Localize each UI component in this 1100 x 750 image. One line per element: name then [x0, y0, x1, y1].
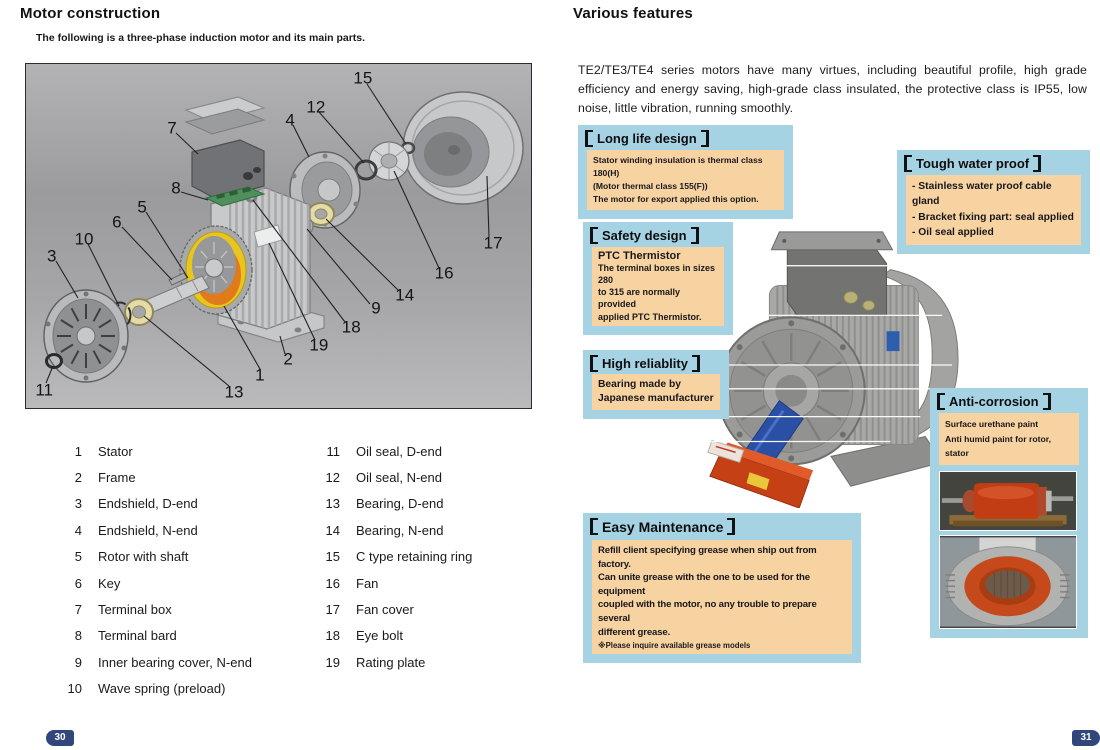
part-name: Rotor with shaft	[98, 549, 189, 565]
diagram-callout-number: 11	[35, 380, 53, 400]
exploded-diagram-panel	[25, 63, 532, 409]
page-number-badge-right: 31	[1072, 730, 1100, 746]
diagram-callout-number: 2	[283, 349, 293, 369]
feature-body	[906, 175, 1081, 245]
diagram-callout-number: 13	[224, 382, 244, 402]
parts-list-row	[58, 517, 252, 543]
page-title-various-features: Various features	[573, 5, 693, 22]
feature-title	[578, 125, 793, 150]
diagram-callout-number: 16	[434, 263, 454, 283]
diagram-callout-number: 9	[371, 298, 381, 318]
feature-box-high-reliability	[583, 350, 729, 419]
part-number: 18	[325, 628, 340, 644]
feature-title-text: Safety design	[602, 228, 687, 243]
part-name: Oil seal, N-end	[356, 470, 442, 486]
left-bracket-icon	[904, 155, 912, 172]
exploded-motor-illustration	[26, 64, 531, 408]
feature-body	[592, 540, 852, 654]
diagram-callout-number: 19	[309, 335, 329, 355]
diagram-callout-number: 15	[353, 68, 373, 88]
part-number: 13	[325, 496, 340, 512]
part-name: Eye bolt	[356, 628, 403, 644]
part-name: Frame	[98, 470, 136, 486]
feature-title	[897, 150, 1090, 175]
part-number: 17	[325, 602, 340, 618]
parts-list-row	[58, 464, 252, 490]
diagram-callout-number: 14	[395, 285, 415, 305]
part-name: C type retaining ring	[356, 549, 473, 565]
page-subtitle: The following is a three-phase induction motor and its main parts.	[36, 32, 366, 44]
parts-list-row	[316, 570, 472, 596]
right-bracket-icon	[1033, 155, 1041, 172]
part-name: Bearing, D-end	[356, 496, 444, 512]
feature-title	[583, 350, 729, 374]
diagram-callout-number: 3	[47, 246, 57, 266]
feature-subtitle: PTC Thermistor	[598, 250, 681, 262]
feature-text-line: - Oil seal applied	[912, 227, 994, 239]
part-name: Fan	[356, 575, 379, 591]
part-number: 7	[74, 602, 82, 618]
feature-text-line: Japanese manufacturer	[598, 392, 714, 404]
parts-list-row	[316, 438, 472, 464]
feature-text-line: Refill client specifying grease when ship out from factory.	[598, 545, 817, 570]
parts-list-column-1	[58, 438, 252, 702]
part-name: Terminal bard	[98, 628, 177, 644]
part-number: 1	[74, 443, 82, 459]
parts-list-row	[58, 491, 252, 517]
parts-list-row	[316, 649, 472, 675]
page-number-badge-left: 30	[46, 730, 74, 746]
part-name: Endshield, D-end	[98, 496, 198, 512]
feature-note: ※Please inquire available grease models	[598, 641, 751, 651]
feature-box-easy-maintenance	[583, 513, 861, 663]
diagram-callout-number: 5	[137, 197, 147, 217]
feature-body	[592, 374, 720, 410]
feature-box-tough-water-proof	[897, 150, 1090, 254]
intro-paragraph: TE2/TE3/TE4 series motors have many virtues, including beautiful profile, high grade efficiency and energy saving, high-grade class insulated, the protective class is IP55, low noise, little vibration, running smoothly.	[578, 63, 1087, 115]
part-number: 19	[325, 654, 340, 670]
part-name: Oil seal, D-end	[356, 443, 442, 459]
feature-box-long-life-design	[578, 125, 793, 219]
parts-list-row	[58, 438, 252, 464]
part-number: 14	[325, 522, 340, 538]
parts-list-column-2	[316, 438, 472, 676]
parts-list-row	[316, 464, 472, 490]
feature-text-line: Anti humid paint for rotor, stator	[945, 433, 1051, 459]
page-title-motor-construction: Motor construction	[20, 5, 161, 22]
parts-list-row	[316, 491, 472, 517]
feature-title-text: Anti-corrosion	[949, 394, 1039, 409]
part-number: 15	[325, 549, 340, 565]
right-bracket-icon	[691, 227, 699, 244]
feature-text-line: Can unite grease with the one to be used for the equipment	[598, 572, 810, 597]
part-number: 9	[74, 654, 82, 670]
right-bracket-icon	[1043, 393, 1051, 410]
diagram-callout-number: 8	[171, 178, 181, 198]
feature-text-line: Bearing made by	[598, 379, 681, 390]
parts-list-row	[58, 649, 252, 675]
feature-text-line: Surface urethane paint	[945, 419, 1039, 429]
part-name: Terminal box	[98, 602, 172, 618]
parts-list-row	[58, 596, 252, 622]
parts-list-row	[316, 544, 472, 570]
diagram-callout-number: 17	[483, 233, 503, 253]
part-number: 5	[74, 549, 82, 565]
feature-title	[583, 513, 861, 540]
feature-body	[587, 150, 784, 210]
part-number: 8	[74, 628, 82, 644]
part-number: 16	[325, 575, 340, 591]
feature-title	[930, 388, 1088, 413]
left-bracket-icon	[590, 518, 598, 535]
painted-stator-photo	[939, 535, 1077, 629]
feature-body	[592, 247, 724, 326]
parts-list-row	[316, 596, 472, 622]
part-number: 6	[74, 575, 82, 591]
part-number: 10	[67, 681, 82, 697]
feature-text-line: - Bracket fixing part: seal applied	[912, 211, 1074, 223]
diagram-callout-number: 4	[285, 110, 295, 130]
feature-title-text: Long life design	[597, 131, 697, 146]
part-name: Bearing, N-end	[356, 522, 444, 538]
feature-text-line: to 315 are normally provided	[598, 287, 681, 310]
part-number: 3	[74, 496, 82, 512]
left-bracket-icon	[590, 355, 598, 372]
right-bracket-icon	[727, 518, 735, 535]
diagram-callout-number: 10	[74, 229, 94, 249]
part-number: 12	[325, 470, 340, 486]
left-bracket-icon	[937, 393, 945, 410]
feature-title-text: Easy Maintenance	[602, 518, 724, 535]
parts-list-row	[58, 570, 252, 596]
feature-title-text: High reliablity	[602, 356, 688, 371]
part-number: 4	[74, 522, 82, 538]
part-number: 2	[74, 470, 82, 486]
feature-text-line: The motor for export applied this option.	[593, 193, 759, 204]
feature-text-line: - Stainless water proof cable gland	[912, 181, 1052, 208]
part-name: Endshield, N-end	[98, 522, 198, 538]
feature-title-text: Tough water proof	[916, 156, 1030, 171]
diagram-callout-number: 18	[341, 317, 361, 337]
feature-text-line: The terminal boxes in sizes 280	[598, 263, 716, 286]
left-bracket-icon	[590, 227, 598, 244]
right-bracket-icon	[692, 355, 700, 372]
feature-text-line: Stator winding insulation is thermal class 180(H)	[593, 155, 763, 178]
left-bracket-icon	[585, 130, 593, 147]
feature-text-line: (Motor thermal class 155(F))	[593, 180, 708, 191]
part-name: Fan cover	[356, 602, 414, 618]
part-name: Stator	[98, 443, 133, 459]
part-name: Inner bearing cover, N-end	[98, 654, 252, 670]
right-bracket-icon	[701, 130, 709, 147]
painted-rotor-photo	[939, 471, 1077, 531]
feature-text-line: different grease.	[598, 626, 671, 638]
diagram-callout-number: 1	[255, 365, 265, 385]
parts-list-row	[58, 544, 252, 570]
part-name: Rating plate	[356, 654, 426, 670]
diagram-callout-number: 12	[306, 97, 326, 117]
feature-box-anti-corrosion	[930, 388, 1088, 638]
part-name: Key	[98, 575, 121, 591]
parts-list-row	[316, 517, 472, 543]
feature-text-line: coupled with the motor, no any trouble to prepare several	[598, 599, 817, 625]
part-number: 11	[326, 443, 340, 459]
feature-text-line: applied PTC Thermistor.	[598, 311, 702, 322]
part-name: Wave spring (preload)	[98, 681, 226, 697]
parts-list-row	[58, 676, 252, 702]
diagram-callout-number: 6	[112, 212, 122, 232]
feature-box-safety-design	[583, 222, 733, 335]
diagram-callout-number: 7	[167, 118, 177, 138]
parts-list-row	[58, 623, 252, 649]
feature-title	[583, 222, 733, 247]
feature-body	[939, 413, 1079, 465]
parts-list-row	[316, 623, 472, 649]
